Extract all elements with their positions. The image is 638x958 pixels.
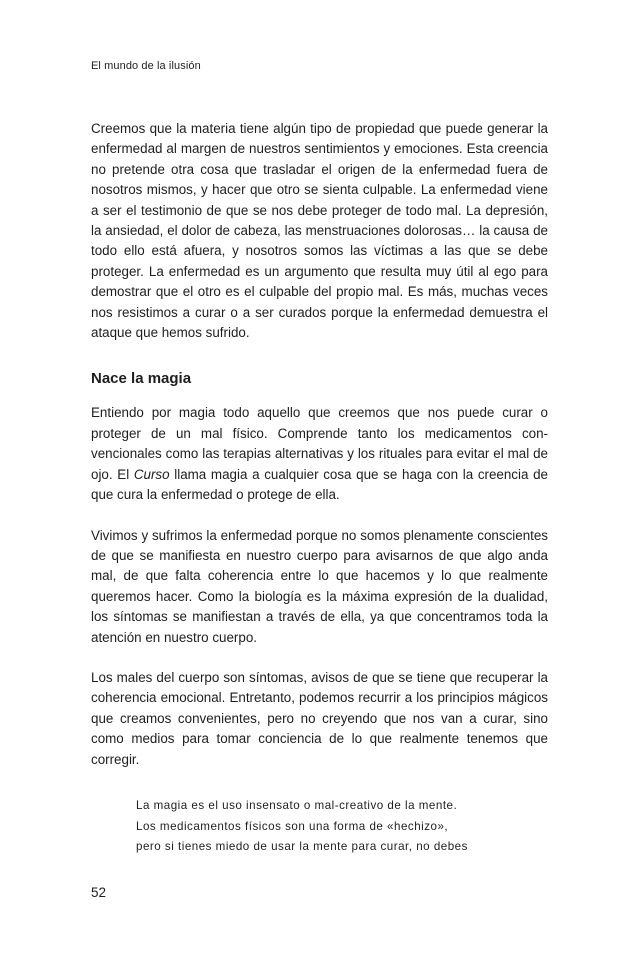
- quote-line: pero si tienes miedo de usar la mente para curar, no debes: [136, 840, 468, 854]
- block-quote: [136, 796, 536, 858]
- paragraph-3: Vivimos y sufrimos la enfermedad porque no somos plenamente conscientes de que se manifiesta en nuestro cuerpo para avisarnos de que algo anda mal, de que falta coherencia entre lo que hacemos y lo que realmente queremos hacer. Como la biología es la máxima expresión de la dualidad, los síntomas se manifiestan a través de ella, ya que concentramos toda la atención en nuestro cuerpo.: [91, 527, 548, 645]
- quote-line: Los medicamentos físicos son una forma de «hechizo»,: [136, 819, 449, 833]
- emphasis-curso: Curso: [133, 466, 170, 482]
- running-head: El mundo de la ilusión: [91, 60, 201, 72]
- quote-line: La magia es el uso insensato o mal-creativo de la mente.: [136, 799, 458, 812]
- paragraph-2-start: Entiendo por magia todo aquello que creemos que nos puede curar o proteger de un mal físico. Comprende tanto los medicamentos convencionales como las terapias alternativas y los rituales para evitar el mal de ojo. El: [91, 405, 548, 482]
- body-text: [91, 119, 548, 770]
- section-heading: Nace la magia: [91, 370, 192, 388]
- paragraph-2: [91, 403, 548, 505]
- paragraph-1: Creemos que la materia tiene algún tipo de propiedad que puede generar la enfermedad al margen de nuestros sentimientos y emociones. Esta creencia no pretende otra cosa que trasladar el origen de la enfermedad fuera de nosotros mismos, y hacer que otro se sienta culpable. La enfermedad viene a ser el testimonio de que se nos debe proteger de todo mal. La depresión, la ansiedad, el dolor de cabeza, las menstruaciones dolorosas… la causa de todo ello está afuera, y nosotros somos las víctimas a las que se debe proteger. La enfermedad es un argumento que resulta muy útil al ego para demostrar que el otro es el culpable del propio mal. Es más, muchas veces nos resistimos a curar o a ser curados porque la enfermedad demuestra el ataque que hemos sufrido.: [91, 121, 548, 341]
- paragraph-2-end: llama magia a cualquier cosa que se haga con la creencia de que cura la enfermedad o protege de ella.: [91, 466, 548, 503]
- paragraph-4: Los males del cuerpo son síntomas, avisos de que se tiene que recuperar la coherencia emocional. Entretanto, podemos recurrir a los principios mágicos que creamos convenientes, pero no creyendo que nos van a curar, sino como medios para tomar conciencia de lo que realmente tenemos que corregir.: [91, 669, 548, 767]
- page-number: 52: [91, 885, 107, 900]
